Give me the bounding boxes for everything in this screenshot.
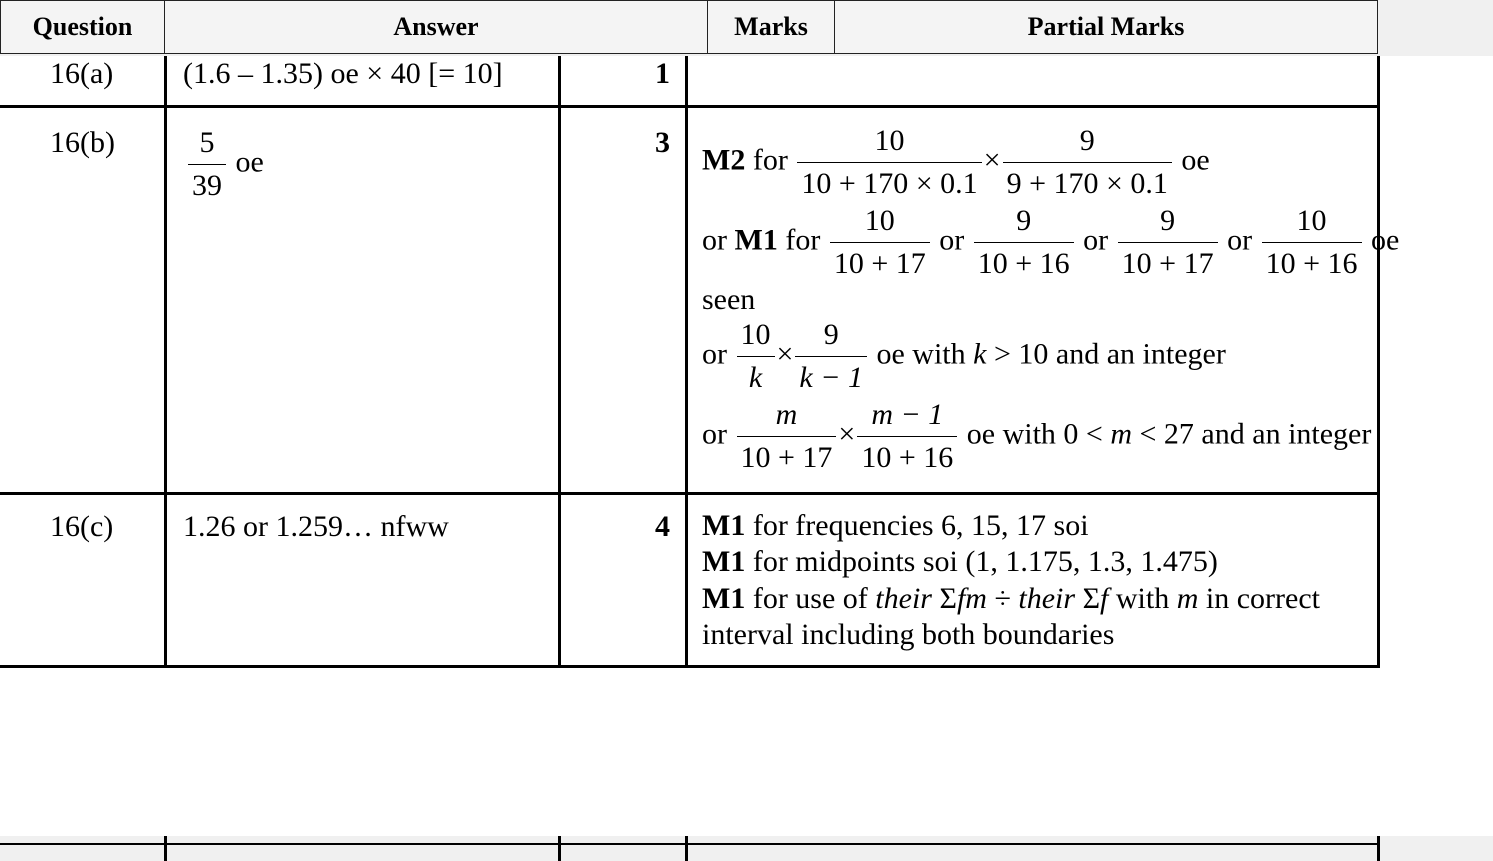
partial-marks-line: interval including both boundaries bbox=[702, 618, 1115, 651]
column-divider bbox=[164, 836, 167, 861]
header-answer-label: Answer bbox=[393, 12, 479, 41]
header-question-label: Question bbox=[32, 12, 133, 41]
next-table-top-border bbox=[0, 843, 1380, 845]
header-marks-label: Marks bbox=[734, 12, 808, 41]
column-divider bbox=[558, 836, 561, 861]
question-cell: 16(c) bbox=[50, 510, 114, 543]
question-cell: 16(b) bbox=[50, 126, 115, 159]
column-divider bbox=[558, 56, 561, 667]
partial-marks-line: M1 for frequencies 6, 15, 17 soi bbox=[702, 509, 1089, 542]
partial-marks-line: or $\frac{10}{k}$ × $\frac{9}{k - 1}$ oe with k > 10 and an integer bbox=[702, 318, 1226, 394]
column-divider bbox=[685, 836, 688, 861]
marks-cell: 3 bbox=[655, 126, 670, 159]
marks-cell: 1 bbox=[655, 57, 670, 90]
header-marks bbox=[707, 0, 835, 54]
partial-marks-line: seen bbox=[702, 283, 756, 316]
header-partial-marks-label: Partial Marks bbox=[1027, 12, 1185, 41]
header-question bbox=[0, 0, 165, 54]
header-answer bbox=[164, 0, 708, 54]
partial-marks-line: M1 for midpoints soi (1, 1.175, 1.3, 1.475) bbox=[702, 545, 1218, 578]
answer-cell: 1.26 or 1.259… nfww bbox=[183, 510, 449, 543]
table-bottom-border bbox=[0, 665, 1380, 668]
column-divider bbox=[1377, 56, 1380, 667]
partial-marks-line: or M1 for $\frac{10}{10 + 17}$ or $\frac{9}{10 + 16}$ or $\frac{9}{10 + 17}$ or $\frac{10}{10 + 16}$ oe bbox=[702, 204, 1400, 280]
header-partial-marks bbox=[834, 0, 1378, 54]
column-divider bbox=[685, 56, 688, 667]
answer-cell: $\frac{5}{39}$ oe bbox=[186, 128, 264, 201]
row-divider bbox=[0, 105, 1380, 108]
answer-cell: (1.6 – 1.35) oe × 40 [= 10] bbox=[183, 57, 503, 90]
column-divider bbox=[1377, 836, 1380, 861]
row-divider bbox=[0, 492, 1380, 495]
next-table-band bbox=[0, 836, 1493, 861]
question-cell: 16(a) bbox=[50, 57, 114, 90]
partial-marks-line: M1 for use of their Σfm ÷ their Σf with m in correct bbox=[702, 582, 1321, 615]
column-divider bbox=[164, 56, 167, 667]
answer-fraction: $\frac{5}{39}$ bbox=[188, 128, 226, 201]
partial-marks-line: M2 for $\frac{10}{10 + 170 \times 0.1}$ × $\frac{9}{9 + 170 \times 0.1}$ oe bbox=[702, 124, 1210, 200]
partial-marks-line: or $\frac{m}{10 + 17}$ × $\frac{m - 1}{10 + 16}$ oe with 0 < m < 27 and an integer bbox=[702, 398, 1372, 474]
marks-cell: 4 bbox=[655, 510, 670, 543]
